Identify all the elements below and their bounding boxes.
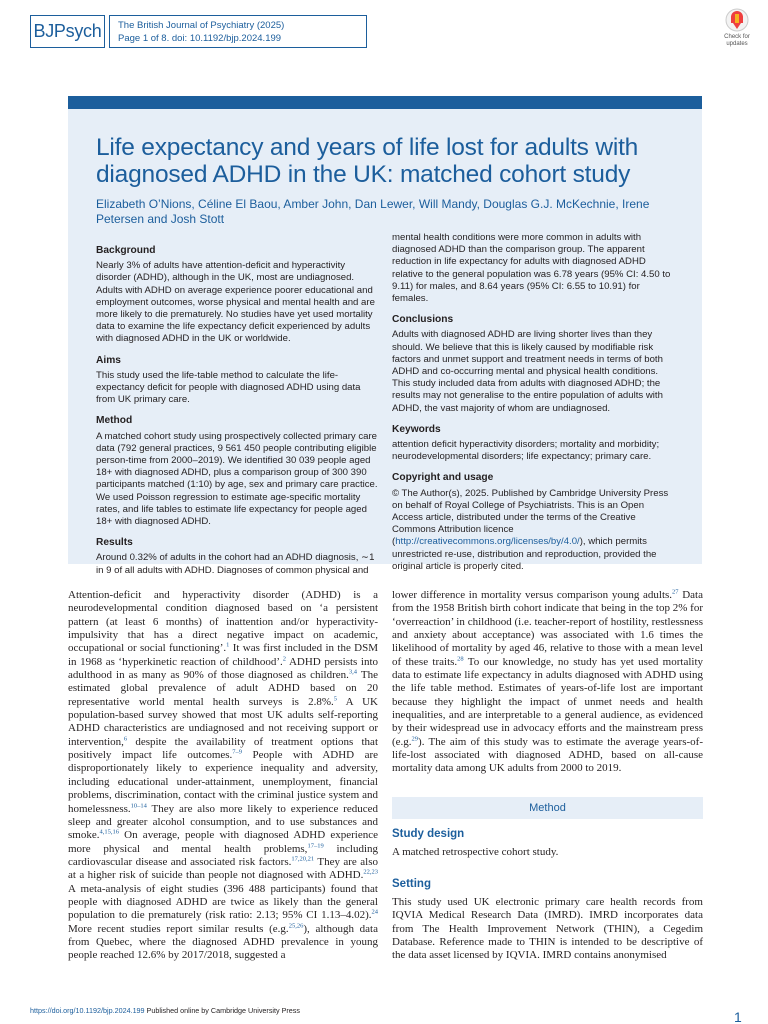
journal-line: The British Journal of Psychiatry (2025) [118, 20, 285, 31]
citation-link[interactable]: 7–9 [232, 748, 243, 756]
body-text: The estimated global prevalence of adult ADHD based on 20 representative world mental health surveys is 2.8%. [68, 669, 378, 708]
page-number: 1 [734, 1009, 742, 1024]
body-text: They are also at a higher risk of suicide than people not diagnosed with ADHD. [68, 855, 378, 882]
abstract-heading-method: Method [96, 415, 133, 427]
body-intro-left [68, 589, 378, 963]
check-for-updates-button[interactable] [716, 8, 758, 48]
body-text: despite the availability of treatment options that positively impact life outcomes. [68, 735, 378, 762]
abstract-results-part1: Around 0.32% of adults in the cohort had an ADHD diagnosis, ∼1 in 9 of all adults with ADHD. Diagnoses of common physical and [96, 552, 375, 576]
citation-link[interactable]: 2 [282, 655, 287, 663]
citation-link[interactable]: 17–19 [307, 841, 324, 849]
journal-logo [30, 15, 105, 48]
citation-link[interactable]: 25,26 [288, 921, 304, 929]
setting-text: This study used UK electronic primary care health records from IQVIA Medical Research Data (IMRD). IMRD incorporates data from The Health Improvement Network (THIN), a Cegedim Database. Reference made to THIN is intended to be descriptive of the data asset licensed by IQVIA. IMRD contains anonymised [392, 896, 703, 962]
abstract-method: A matched cohort study using prospectively collected primary care data (792 general practices, 9 561 450 people contributing eligible person-time from 2000–2019). We identified 30 039 people aged 18+ with diagnosed ADHD, plus a comparison group of 300 390 participants matched (1:10) by age, sex and primary care practice. We used Poisson regression to estimate age-specific mortality rates, and life tables to estimate life expectancy for people aged 18+ with diagnosed ADHD. [96, 430, 378, 528]
citation-link[interactable]: 6 [123, 735, 128, 743]
footer-doi-link[interactable]: https://doi.org/10.1192/bjp.2024.199 [30, 1006, 145, 1015]
body-text: lower difference in mortality versus comparison young adults. [392, 589, 673, 601]
citation-link[interactable]: 4,15,16 [99, 828, 119, 836]
page-line: Page 1 of 8. doi: 10.1192/bjp.2024.199 [118, 33, 282, 44]
citation-link[interactable]: 27 [672, 588, 679, 596]
body-text: A meta-analysis of eight studies (396 488 participants) found that people with diagnosed ADHD are twice as likely than the general population to die prematurely (risk ratio: 2.13; 95% CI 1.13–4.02). [68, 882, 378, 922]
footer [30, 1006, 300, 1015]
check-updates-label-2: updates [726, 41, 748, 47]
journal-info [109, 15, 367, 48]
citation-link[interactable]: 5 [333, 695, 338, 703]
title-abstract-panel [68, 96, 702, 576]
abstract-heading-background: Background [96, 245, 156, 256]
body-intro-right [392, 589, 703, 776]
body-text: ADHD persists into adulthood in as many as 90% of those diagnosed as children. [68, 655, 378, 682]
citation-link[interactable]: 17,20,21 [291, 855, 315, 863]
abstract-heading-copyright: Copyright and usage [392, 472, 494, 484]
abstract-conclusions: Adults with diagnosed ADHD are living shorter lives than they should. We believe that this is likely caused by modifiable risk factors and unmet support and treatment needs in terms of both ADHD and co-occurring mental and physical health conditions. This study included data from adults with diagnosed ADHD; the results may not generalise to the entire population of adults with ADHD, the vast majority of whom are undiagnosed. [392, 329, 663, 414]
body-text: A UK population-based survey showed that most UK adults self-reporting ADHD characteristics are undiagnosed and not receiving support or intervention, [68, 695, 378, 748]
body-text: It was first included in the DSM in 1968 as ‘hyperkinetic reaction of childhood’. [68, 642, 378, 668]
body-text: On average, people with diagnosed ADHD experience more physical and mental health problems, [68, 829, 378, 855]
subsection-heading-study-design: Study design [392, 828, 465, 840]
license-link[interactable]: http://creativecommons.org/licenses/by/4.0/ [395, 536, 580, 548]
check-updates-label: Check for [724, 34, 750, 40]
abstract-heading-keywords: Keywords [392, 423, 441, 435]
citation-link[interactable]: 28 [457, 655, 464, 663]
citation-link[interactable]: 24 [371, 908, 378, 916]
abstract-aims: This study used the life-table method to calculate the life-expectancy deficit for people with diagnosed ADHD using data from UK primary care. [96, 369, 361, 406]
check-for-updates-icon [725, 8, 749, 34]
study-design-text: A matched retrospective cohort study. [392, 846, 559, 858]
citation-link[interactable]: 1 [226, 641, 230, 649]
body-text: More recent studies report similar results (e.g. [68, 922, 289, 935]
citation-link[interactable]: 22,23 [363, 868, 378, 876]
citation-link[interactable]: 3,4 [348, 668, 358, 676]
abstract-background: Nearly 3% of adults have attention-deficit and hyperactivity disorder (ADHD), although in the UK, most are undiagnosed. Adults with ADHD on average experience poorer educational and employment outcomes, worse physical and mental health and are more likely to die prematurely. No studies have yet used mortality data to examine the life expectancy deficit experienced by adults with diagnosed ADHD in the UK or worldwide. [96, 260, 375, 345]
article-title: Life expectancy and years of life lost for adults with diagnosed ADHD in the UK: matched cohort study [96, 134, 639, 188]
abstract-heading-aims: Aims [96, 354, 121, 366]
abstract-heading-conclusions: Conclusions [392, 314, 454, 326]
abstract-left-column [96, 232, 381, 577]
body-text: ), although data from Quebec, where the diagnosed ADHD prevalence in young people reached 12.6% by 2017/2018, suggested a [68, 922, 378, 962]
copyright-text-a: © The Author(s), 2025. Published by Cambridge University Press on behalf of Royal College of Psychiatrists. This is an Open Access article, distributed under the terms of the Creative Commons Attribution licence ( [392, 487, 669, 548]
body-text: ). The aim of this study was to estimate the average years-of-life-lost associated with diagnosed ADHD, based on all-cause mortality data among UK adults from 2000 to 2019. [392, 735, 703, 775]
body-text: They are also more likely to experience reduced sleep and greater alcohol consumption, and to use substances and smoke. [68, 802, 378, 842]
subsection-heading-setting: Setting [392, 878, 431, 890]
footer-published: Published online by Cambridge University Press [144, 1006, 300, 1015]
body-text: To our knowledge, no study has yet used mortality data to estimate life expectancy in adults diagnosed with ADHD using the life table method. Estimates of years-of-life lost are important because they highlight the impact of unmet needs and health inequalities, and are interpretable to a general audience, as evidenced by their widespread use in advocacy efforts and the mainstream press (e.g. [392, 655, 703, 748]
abstract-copyright [392, 488, 676, 573]
abstract-keywords: attention deficit hyperactivity disorders; mortality and morbidity; neurodevelopmental disorders; life expectancy; primary care. [392, 439, 660, 463]
copyright-text-b: ), which permits unrestricted re-use, distribution and reproduction, provided the original article is properly cited. [392, 536, 657, 572]
abstract-heading-results: Results [96, 537, 133, 549]
body-text: including cardiovascular disease and associated risk factors. [68, 842, 378, 868]
abstract-right-column [392, 232, 676, 573]
body-text: People with ADHD are disproportionately likely to experience inequality and adversity, including educational under-attainment, unemployment, financial problems, discrimination, contact with the criminal justice system and homelessness. [68, 749, 379, 815]
abstract-results-part2: mental health conditions were more common in adults with diagnosed ADHD than the comparison group. The apparent reduction in life expectancy for adults with diagnosed ADHD relative to the general population was 6.78 years (95% CI: 4.50 to 9.11) for males, and 8.64 years (95% CI: 6.55 to 10.91) for females. [392, 232, 671, 305]
citation-link[interactable]: 29 [411, 735, 419, 743]
logo-text: BJPsych [33, 21, 102, 41]
body-text: Data from the 1958 British birth cohort indicate that being in the top 2% for ‘overreaction’ in childhood (i.e. teacher-report of hostility, restlessness and anxiety about acceptance) was associated with 1.6 times the likelihood of mortality by aged 46, relative to those with a mean level of these traits. [392, 589, 703, 668]
author-list: Elizabeth O’Nions, Céline El Baou, Amber John, Dan Lewer, Will Mandy, Douglas G.J. McKechnie, Irene Petersen and Josh Stott [96, 197, 650, 226]
citation-link[interactable]: 10–14 [130, 801, 147, 809]
body-text: Attention-deficit and hyperactivity disorder (ADHD) is a neurodevelopmental condition diagnosed based on ‘a persistent pattern (at least 6 months) of inattention and/or hyperactivity-impulsivity that has a direct negative impact on academic, occupational or social functioning’. [68, 589, 378, 655]
section-heading-method: Method [392, 797, 703, 819]
